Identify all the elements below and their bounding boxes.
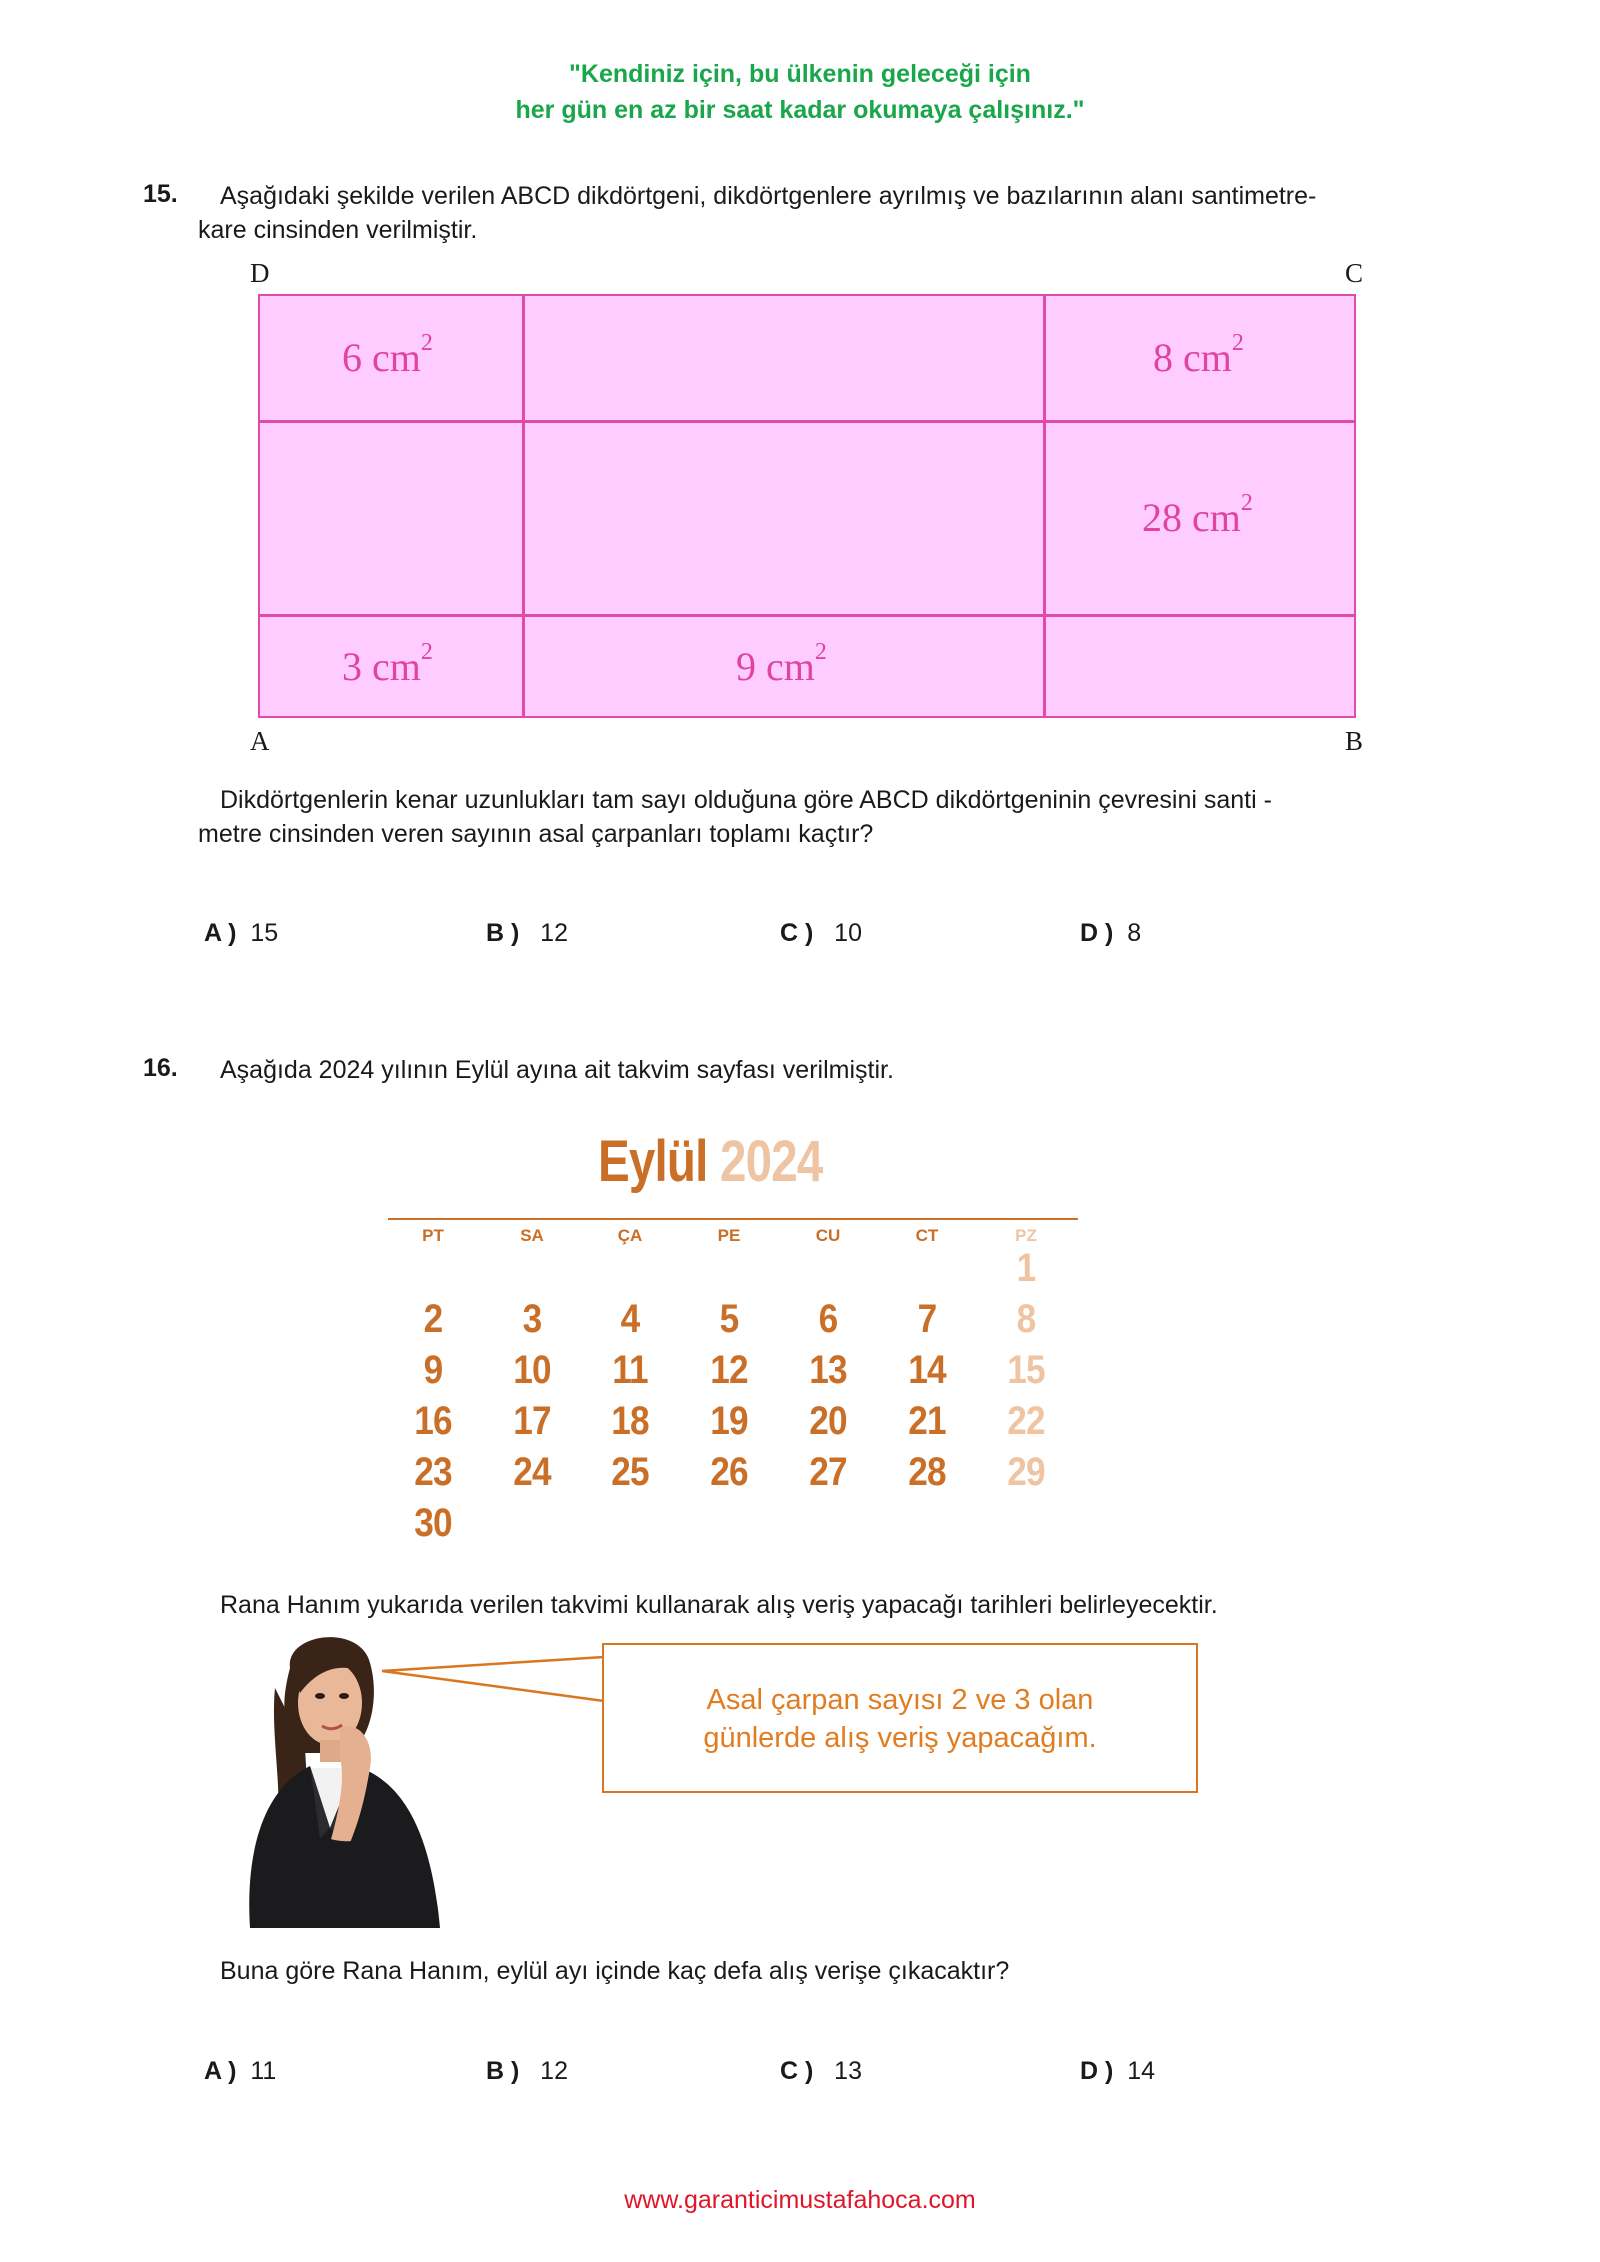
q16-option-b[interactable]: B ) 12: [486, 2057, 568, 2085]
calendar-day-20: 20: [809, 1399, 847, 1443]
calendar-day-24: 24: [513, 1450, 551, 1494]
calendar-day-15: 15: [1007, 1348, 1045, 1392]
calendar-day-27: 27: [809, 1450, 847, 1494]
area-label-bottom-left: 3 $cm^2$: [342, 639, 433, 689]
calendar-day-5: 5: [719, 1297, 739, 1341]
q16-option-d[interactable]: D ) 14: [1080, 2057, 1156, 2085]
calendar-day-18: 18: [611, 1399, 649, 1443]
question-15-intro-line-2: kare cinsinden verilmiştir.: [198, 216, 478, 244]
calendar-title: [598, 1128, 822, 1195]
calendar-day-23: 23: [414, 1450, 452, 1494]
calendar-day-26: 26: [710, 1450, 748, 1494]
question-15-prompt-line-2: metre cinsinden veren sayının asal çarpanları toplamı kaçtır?: [198, 820, 874, 848]
calendar-day-21: 21: [908, 1399, 946, 1443]
q16-option-c[interactable]: C ) 13: [780, 2057, 862, 2085]
speech-bubble-line-2: günlerde alış veriş yapacağım.: [703, 1722, 1097, 1754]
grid-divider-horizontal-2: [260, 614, 1354, 617]
question-16-intro: Aşağıda 2024 yılının Eylül ayına ait takvim sayfası verilmiştir.: [220, 1056, 894, 1084]
question-15-prompt-line-1: Dikdörtgenlerin kenar uzunlukları tam sayı olduğuna göre ABCD dikdörtgeninin çevresini santi -: [220, 786, 1272, 814]
question-15-number: 15.: [143, 180, 178, 208]
corner-label-c: C: [1345, 258, 1364, 288]
calendar-dayname-cu: CU: [815, 1226, 841, 1245]
calendar-day-13: 13: [809, 1348, 847, 1392]
area-label-middle-right: 28 $cm^2$: [1142, 490, 1253, 540]
speech-bubble-line-1: Asal çarpan sayısı 2 ve 3 olan: [706, 1684, 1094, 1716]
q15-option-c[interactable]: C ) 10: [780, 919, 862, 947]
calendar-day-22: 22: [1007, 1399, 1045, 1443]
calendar-day-28: 28: [908, 1450, 946, 1494]
header-motto: [0, 56, 1600, 128]
calendar-header-rule: [388, 1218, 1078, 1220]
calendar-dayname-ct: CT: [915, 1226, 939, 1245]
calendar-dayname-sa: SA: [520, 1226, 544, 1245]
calendar-day-30: 30: [414, 1501, 452, 1545]
calendar-day-12: 12: [710, 1348, 748, 1392]
calendar-day-2: 2: [423, 1297, 443, 1341]
calendar-dayname-pz: PZ: [1015, 1226, 1037, 1245]
grid-divider-vertical-1: [522, 296, 525, 716]
speech-bubble: [602, 1643, 1198, 1793]
rectangle-abcd-figure: [258, 294, 1356, 718]
calendar-month: Eylül: [598, 1129, 708, 1194]
calendar-day-16: 16: [414, 1399, 452, 1443]
area-label-top-right: 8 $cm^2$: [1153, 330, 1244, 380]
question-15-intro-line-1: Aşağıdaki şekilde verilen ABCD dikdörtgeni, dikdörtgenlere ayrılmış ve bazılarının alanı santimetre-: [220, 182, 1317, 210]
calendar-day-25: 25: [611, 1450, 649, 1494]
corner-label-a: A: [250, 726, 270, 756]
q15-option-a[interactable]: A ) 15: [204, 919, 279, 947]
motto-line-2: her gün en az bir saat kadar okumaya çalışınız.": [515, 96, 1085, 124]
q15-option-b[interactable]: B ) 12: [486, 919, 568, 947]
footer-website-link[interactable]: www.garanticimustafahoca.com: [624, 2186, 976, 2214]
calendar-day-9: 9: [423, 1348, 443, 1392]
calendar-day-8: 8: [1016, 1297, 1036, 1341]
question-16-context: Rana Hanım yukarıda verilen takvimi kullanarak alış veriş yapacağı tarihleri belirleyecektir.: [220, 1591, 1218, 1619]
calendar-day-4: 4: [620, 1297, 640, 1341]
calendar-day-19: 19: [710, 1399, 748, 1443]
question-16-number: 16.: [143, 1054, 178, 1082]
speech-bubble-pointer: [380, 1655, 610, 1715]
calendar-day-29: 29: [1007, 1450, 1045, 1494]
calendar-day-10: 10: [513, 1348, 551, 1392]
corner-label-b: B: [1345, 726, 1364, 756]
area-label-bottom-middle: 9 $cm^2$: [736, 639, 827, 689]
calendar-day-3: 3: [522, 1297, 542, 1341]
calendar-dayname-pt: PT: [422, 1226, 444, 1245]
corner-label-d: D: [250, 258, 270, 288]
question-16-prompt: Buna göre Rana Hanım, eylül ayı içinde kaç defa alış verişe çıkacaktır?: [220, 1957, 1010, 1985]
area-label-top-left: 6 $cm^2$: [342, 330, 433, 380]
calendar-year: 2024: [719, 1129, 823, 1194]
calendar-day-7: 7: [917, 1297, 937, 1341]
q15-option-d[interactable]: D ) 8: [1080, 919, 1142, 947]
calendar-day-1: 1: [1016, 1246, 1036, 1290]
motto-line-1: "Kendiniz için, bu ülkenin geleceği için: [569, 60, 1031, 88]
speech-bubble-text: [604, 1681, 1196, 1757]
calendar-dayname-ça: ÇA: [617, 1226, 643, 1245]
q16-option-a[interactable]: A ) 11: [204, 2057, 277, 2085]
calendar-day-6: 6: [818, 1297, 838, 1341]
calendar-day-14: 14: [908, 1348, 946, 1392]
calendar-day-11: 11: [612, 1348, 648, 1392]
calendar-day-17: 17: [513, 1399, 551, 1443]
grid-divider-vertical-2: [1043, 296, 1046, 716]
grid-divider-horizontal-1: [260, 420, 1354, 423]
calendar-dayname-pe: PE: [717, 1226, 741, 1245]
